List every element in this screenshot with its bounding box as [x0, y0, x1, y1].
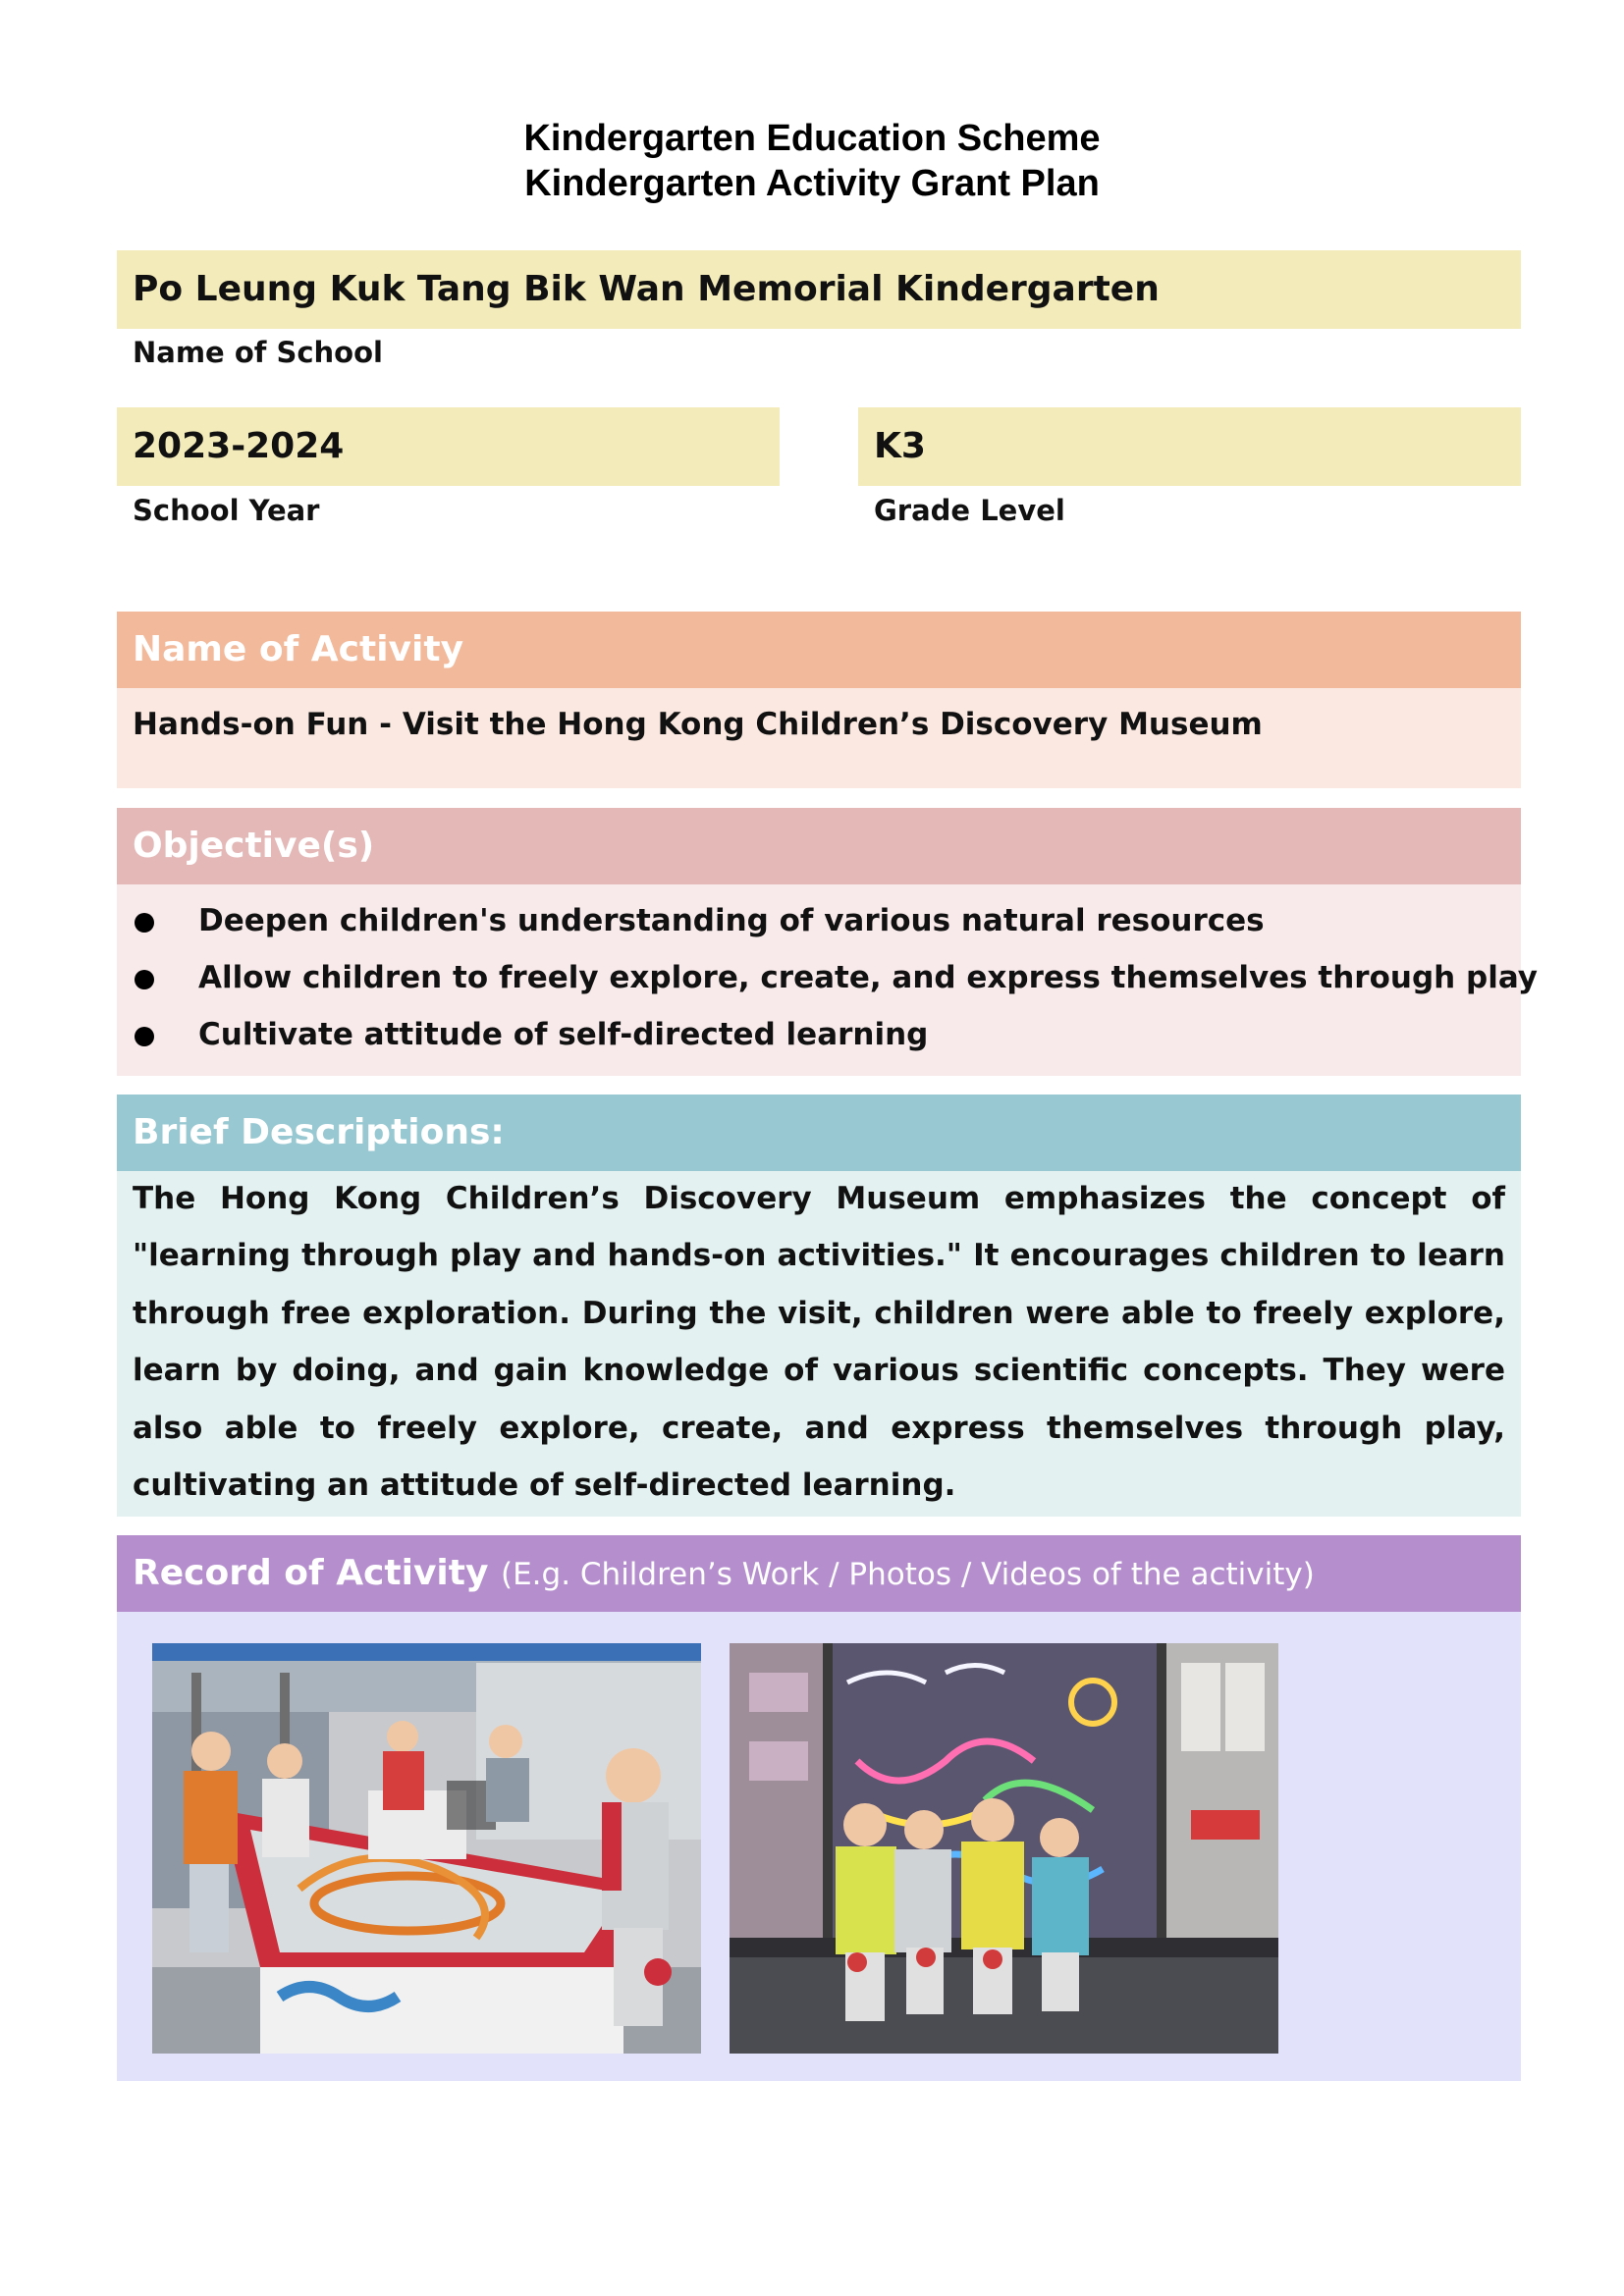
- school-year-field: [117, 407, 780, 486]
- record-heading: Record of Activity: [133, 1553, 489, 1593]
- activity-heading: Name of Activity: [133, 629, 464, 669]
- activity-photo-water-play: [152, 1643, 701, 2054]
- activity-name: Hands-on Fun - Visit the Hong Kong Children’s Discovery Museum: [133, 707, 1263, 742]
- objective-item: Cultivate attitude of self-directed learning: [198, 1017, 929, 1052]
- bullet-icon: [135, 1027, 154, 1046]
- grade-level-field: [858, 407, 1521, 486]
- description-section-header: [117, 1095, 1521, 1171]
- school-year-label: School Year: [133, 494, 320, 527]
- title-line-2: Kindergarten Activity Grant Plan: [524, 163, 1100, 204]
- activity-section-header: [117, 612, 1521, 688]
- objective-item: Allow children to freely explore, create, and express themselves through play: [198, 960, 1538, 995]
- school-name-value: Po Leung Kuk Tang Bik Wan Memorial Kindergarten: [133, 269, 1160, 309]
- title-line-1: Kindergarten Education Scheme: [523, 118, 1101, 159]
- water-play-photo-image: [152, 1643, 701, 2054]
- record-heading-wrap: [133, 1535, 1315, 1612]
- objectives-section-header: [117, 808, 1521, 884]
- document-title: [0, 116, 1624, 206]
- school-name-field: [117, 250, 1521, 329]
- record-subheading: (E.g. Children’s Work / Photos / Videos of the activity): [500, 1557, 1315, 1592]
- bullet-icon: [135, 970, 154, 989]
- description-heading: Brief Descriptions:: [133, 1112, 505, 1152]
- school-year-value: 2023-2024: [133, 426, 345, 466]
- record-section-header: [117, 1535, 1521, 1612]
- objective-item: Deepen children's understanding of various natural resources: [198, 903, 1265, 938]
- description-text: The Hong Kong Children’s Discovery Museum emphasizes the concept of "learning through play and hands-on activities." It encourages children to learn through free exploration. During the visit, children were able to freely explore, learn by doing, and gain knowledge of various scientific concepts. They were also able to freely explore, create, and express themselves through play, cultivating an attitude of self-directed learning.: [133, 1181, 1505, 1504]
- grade-level-label: Grade Level: [874, 494, 1065, 527]
- grade-level-value: K3: [874, 426, 926, 466]
- painting-wall-photo-image: [730, 1643, 1278, 2054]
- school-name-label: Name of School: [133, 336, 383, 369]
- activity-photo-painting-wall: [730, 1643, 1278, 2054]
- bullet-icon: [135, 913, 154, 933]
- objectives-heading: Objective(s): [133, 826, 375, 866]
